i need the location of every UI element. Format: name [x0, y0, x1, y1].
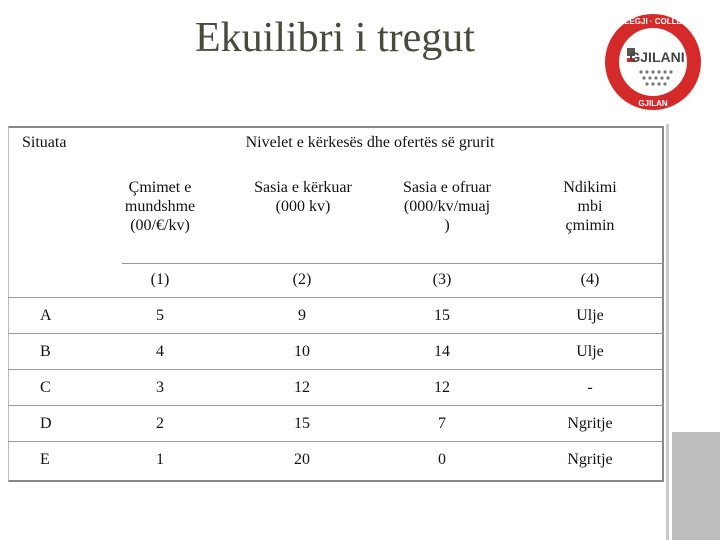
supply-cell: 15 — [434, 307, 450, 324]
column-header-price: Çmimet e mundshme (00/€/kv) — [124, 179, 196, 234]
price-cell: 3 — [156, 379, 164, 396]
effect-cell: - — [587, 379, 593, 396]
column-header-effect: Ndikimi mbi çmimin — [563, 179, 617, 234]
supply-cell: 12 — [434, 379, 450, 396]
supply-cell: 7 — [438, 415, 446, 432]
logo-ring-text: KOLEGJI · COLLEGE — [612, 17, 694, 26]
demand-cell: 20 — [294, 451, 310, 468]
column-header-supply: Sasia e ofruar (000/kv/muaj ) — [403, 179, 491, 234]
effect-cell: Ulje — [576, 343, 604, 360]
decorative-bar — [666, 124, 669, 540]
situation-cell: D — [40, 415, 52, 432]
effect-cell: Ulje — [576, 307, 604, 324]
logo-name: GJILANI — [629, 49, 685, 65]
page-title: Ekuilibri i tregut — [195, 15, 475, 61]
demand-cell: 12 — [294, 379, 310, 396]
table-divider — [122, 263, 664, 264]
price-cell: 1 — [156, 451, 164, 468]
demand-cell: 9 — [298, 307, 306, 324]
price-cell: 4 — [156, 343, 164, 360]
situation-cell: C — [40, 379, 51, 396]
effect-cell: Ngritje — [567, 415, 613, 432]
situation-cell: A — [40, 307, 52, 324]
group-header: Nivelet e kërkesës dhe ofertës së grurit — [245, 134, 495, 151]
decorative-block — [672, 432, 720, 540]
college-logo-icon — [603, 12, 703, 112]
table-divider — [8, 333, 664, 334]
table-divider — [8, 441, 664, 442]
price-cell: 2 — [156, 415, 164, 432]
logo-bottom-text: GJILAN — [638, 99, 668, 108]
demand-cell: 10 — [294, 343, 310, 360]
demand-cell: 15 — [294, 415, 310, 432]
effect-cell: Ngritje — [567, 451, 613, 468]
situation-header: Situata — [22, 134, 67, 151]
table-divider — [8, 297, 664, 298]
situation-cell: E — [40, 451, 50, 468]
situation-cell: B — [40, 343, 51, 360]
supply-cell: 14 — [434, 343, 450, 360]
column-number: (1) — [150, 271, 170, 288]
table-divider — [8, 369, 664, 370]
table-divider — [8, 405, 664, 406]
column-number: (2) — [292, 271, 312, 288]
column-header-demand: Sasia e kërkuar (000 kv) — [254, 179, 352, 215]
supply-cell: 0 — [438, 451, 446, 468]
column-number: (4) — [580, 271, 600, 288]
price-cell: 5 — [156, 307, 164, 324]
column-number: (3) — [432, 271, 452, 288]
